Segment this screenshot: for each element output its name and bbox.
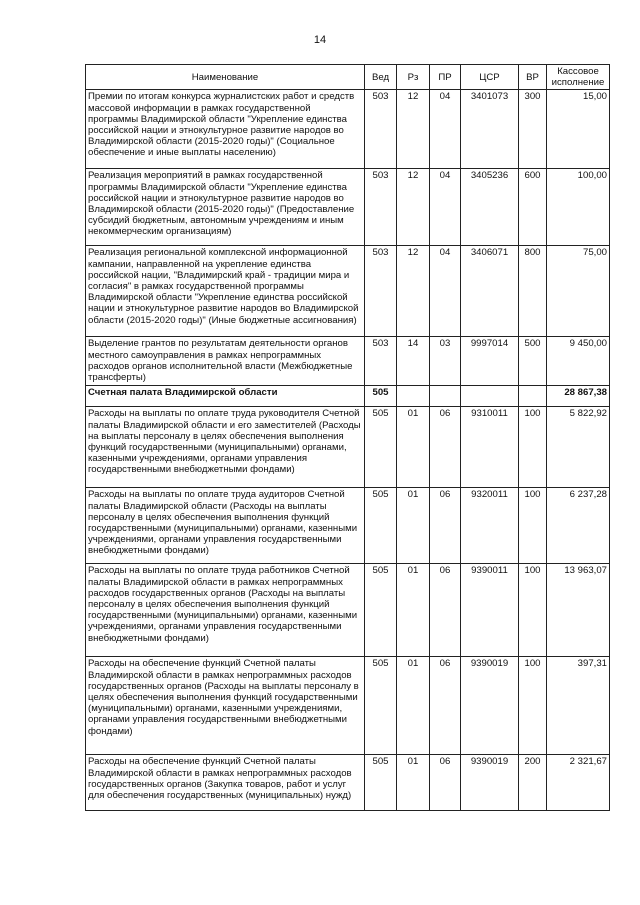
table-row xyxy=(86,246,610,337)
row-csr: 9390011 xyxy=(461,564,519,657)
table-row xyxy=(86,564,610,657)
row-amount: 5 822,92 xyxy=(547,407,610,488)
row-name: Премии по итогам конкурса журналистских работ и средств массовой информации в рамках государственной программы Владимирской области "Укрепление единства российской нации и этнокультурное развитие народов во Владимирской области (2015-2020 годы)" (Социальное обеспечение и иные выплаты населению) xyxy=(86,90,365,169)
row-amount: 397,31 xyxy=(547,657,610,755)
row-pr: 04 xyxy=(430,90,461,169)
section-name: Счетная палата Владимирской области xyxy=(86,386,365,407)
section-row xyxy=(86,386,610,407)
row-ved: 503 xyxy=(365,90,397,169)
budget-execution-table xyxy=(85,64,610,811)
row-pr: 04 xyxy=(430,169,461,246)
table-header-row xyxy=(86,65,610,90)
header-csr: ЦСР xyxy=(461,65,519,90)
section-rz xyxy=(397,386,430,407)
row-amount: 9 450,00 xyxy=(547,337,610,386)
row-csr: 3401073 xyxy=(461,90,519,169)
row-ved: 505 xyxy=(365,657,397,755)
section-vr xyxy=(519,386,547,407)
row-ved: 503 xyxy=(365,246,397,337)
section-ved: 505 xyxy=(365,386,397,407)
row-csr: 9390019 xyxy=(461,755,519,811)
section-pr xyxy=(430,386,461,407)
table-row xyxy=(86,90,610,169)
row-ved: 505 xyxy=(365,488,397,564)
table-row xyxy=(86,488,610,564)
row-name: Выделение грантов по результатам деятельности органов местного самоуправления в рамках непрограммных расходов органов исполнительной власти (Межбюджетные трансферты) xyxy=(86,337,365,386)
row-ved: 503 xyxy=(365,169,397,246)
row-amount: 15,00 xyxy=(547,90,610,169)
header-name: Наименование xyxy=(86,65,365,90)
row-csr: 9310011 xyxy=(461,407,519,488)
row-pr: 03 xyxy=(430,337,461,386)
row-csr: 9320011 xyxy=(461,488,519,564)
row-pr: 06 xyxy=(430,755,461,811)
row-name: Реализация региональной комплексной информационной кампании, направленной на укрепление единства российской нации, "Владимирский край - традиции мира и согласия" в рамках государственной программы Владимирской области "Укрепление единства российской нации и этнокультурное развитие народов во Владимирской области (2015-2020 годы)" (Иные бюджетные ассигнования) xyxy=(86,246,365,337)
row-vr: 100 xyxy=(519,407,547,488)
table-row xyxy=(86,657,610,755)
row-pr: 06 xyxy=(430,407,461,488)
row-csr: 9997014 xyxy=(461,337,519,386)
row-vr: 100 xyxy=(519,657,547,755)
page-number: 14 xyxy=(313,34,327,46)
row-name: Расходы на выплаты по оплате труда работников Счетной палаты Владимирской области в рамках непрограммных расходов государственных органов (Расходы на выплаты персоналу в целях обеспечения выполнения функций государственными (муниципальными) органами, казенными учреждениями, органами управления государственными внебюджетными фондами) xyxy=(86,564,365,657)
row-ved: 503 xyxy=(365,337,397,386)
section-csr xyxy=(461,386,519,407)
row-pr: 06 xyxy=(430,564,461,657)
row-name: Расходы на выплаты по оплате труда руководителя Счетной палаты Владимирской области и его заместителей (Расходы на выплаты персоналу в целях обеспечения выполнения функций государственными (муниципальными) органами, казенными учреждениями, органами управления государственными внебюджетными фондами) xyxy=(86,407,365,488)
row-csr: 9390019 xyxy=(461,657,519,755)
row-rz: 01 xyxy=(397,407,430,488)
row-name: Расходы на выплаты по оплате труда аудиторов Счетной палаты Владимирской области (Расходы на выплаты персоналу в целях обеспечения выполнения функций государственными (муниципальными) органами, казенными учреждениями, органами управления государственными внебюджетными фондами) xyxy=(86,488,365,564)
row-amount: 75,00 xyxy=(547,246,610,337)
row-vr: 200 xyxy=(519,755,547,811)
row-amount: 13 963,07 xyxy=(547,564,610,657)
row-amount: 2 321,67 xyxy=(547,755,610,811)
row-amount: 6 237,28 xyxy=(547,488,610,564)
row-csr: 3405236 xyxy=(461,169,519,246)
row-rz: 01 xyxy=(397,755,430,811)
row-csr: 3406071 xyxy=(461,246,519,337)
row-rz: 01 xyxy=(397,564,430,657)
row-rz: 14 xyxy=(397,337,430,386)
section-amount: 28 867,38 xyxy=(547,386,610,407)
row-pr: 04 xyxy=(430,246,461,337)
row-vr: 500 xyxy=(519,337,547,386)
row-vr: 100 xyxy=(519,488,547,564)
row-name: Реализация мероприятий в рамках государственной программы Владимирской области "Укрепление единства российской нации и этнокультурное развитие народов во Владимирской области (2015-2020 годы)" (Предоставление субсидий бюджетным, автономным учреждениям и иным некоммерческим организациям) xyxy=(86,169,365,246)
table-row xyxy=(86,407,610,488)
row-vr: 800 xyxy=(519,246,547,337)
header-vr: ВР xyxy=(519,65,547,90)
row-rz: 12 xyxy=(397,169,430,246)
row-pr: 06 xyxy=(430,657,461,755)
table-row xyxy=(86,169,610,246)
row-name: Расходы на обеспечение функций Счетной палаты Владимирской области в рамках непрограммных расходов государственных органов (Закупка товаров, работ и услуг для обеспечения государственных (муниципальных) нужд) xyxy=(86,755,365,811)
row-ved: 505 xyxy=(365,755,397,811)
header-rz: Рз xyxy=(397,65,430,90)
row-ved: 505 xyxy=(365,564,397,657)
row-ved: 505 xyxy=(365,407,397,488)
row-rz: 12 xyxy=(397,90,430,169)
header-ved: Вед xyxy=(365,65,397,90)
row-vr: 300 xyxy=(519,90,547,169)
row-rz: 01 xyxy=(397,488,430,564)
row-name: Расходы на обеспечение функций Счетной палаты Владимирской области в рамках непрограммных расходов государственных органов (Расходы на выплаты персоналу в целях обеспечения выполнения функций государственными (муниципальными) органами, казенными учреждениями, органами управления государственными внебюджетными фондами) xyxy=(86,657,365,755)
table-row xyxy=(86,337,610,386)
row-pr: 06 xyxy=(430,488,461,564)
header-pr: ПР xyxy=(430,65,461,90)
row-amount: 100,00 xyxy=(547,169,610,246)
row-vr: 600 xyxy=(519,169,547,246)
row-rz: 12 xyxy=(397,246,430,337)
row-rz: 01 xyxy=(397,657,430,755)
table-row xyxy=(86,755,610,811)
row-vr: 100 xyxy=(519,564,547,657)
header-amount: Кассовое исполнение xyxy=(547,65,610,90)
